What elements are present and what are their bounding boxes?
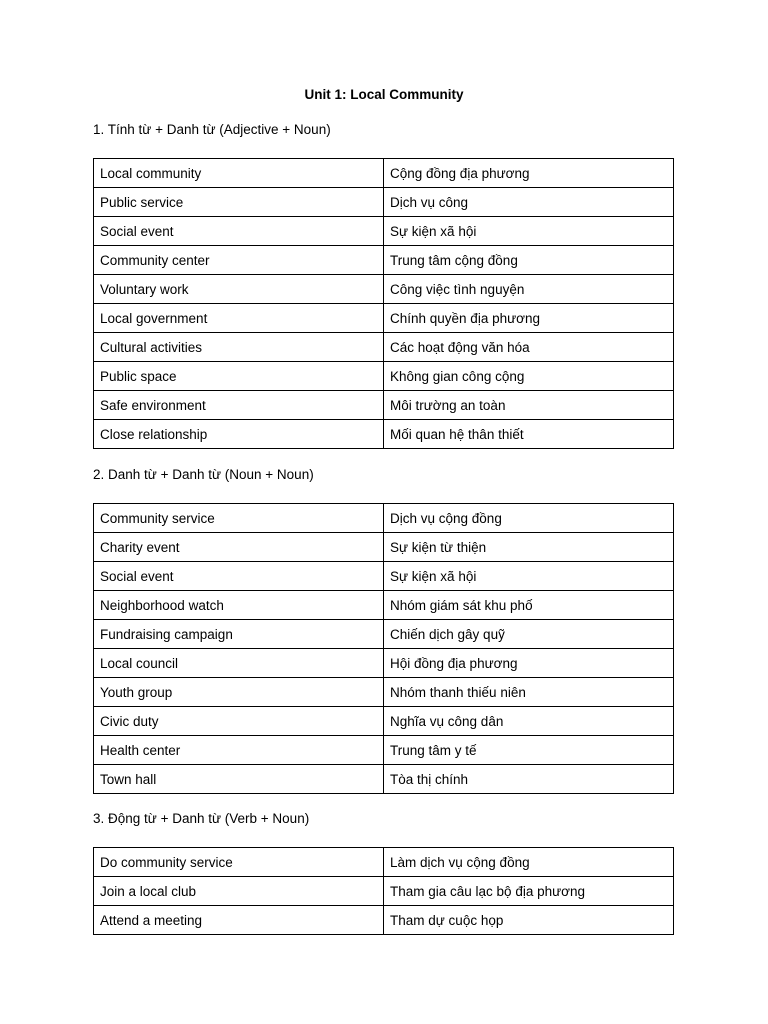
vietnamese-term: Chính quyền địa phương [384, 304, 674, 333]
table-row [94, 591, 674, 620]
vietnamese-term: Các hoạt động văn hóa [384, 333, 674, 362]
vietnamese-term: Trung tâm y tế [384, 736, 674, 765]
vietnamese-term: Tham gia câu lạc bộ địa phương [384, 877, 674, 906]
vocab-table-adjective-noun [93, 158, 674, 449]
table-row [94, 246, 674, 275]
english-term: Neighborhood watch [94, 591, 384, 620]
english-term: Community service [94, 504, 384, 533]
english-term: Attend a meeting [94, 906, 384, 935]
english-term: Do community service [94, 848, 384, 877]
english-term: Health center [94, 736, 384, 765]
english-term: Local government [94, 304, 384, 333]
english-term: Fundraising campaign [94, 620, 384, 649]
table-row [94, 333, 674, 362]
english-term: Social event [94, 217, 384, 246]
vietnamese-term: Tòa thị chính [384, 765, 674, 794]
english-term: Town hall [94, 765, 384, 794]
table-row [94, 848, 674, 877]
table-row [94, 159, 674, 188]
table-row [94, 304, 674, 333]
english-term: Public space [94, 362, 384, 391]
table-row [94, 504, 674, 533]
page-title: Unit 1: Local Community [304, 87, 464, 102]
vietnamese-term: Nhóm giám sát khu phố [384, 591, 674, 620]
english-term: Community center [94, 246, 384, 275]
english-term: Join a local club [94, 877, 384, 906]
vietnamese-term: Hội đồng địa phương [384, 649, 674, 678]
table-row [94, 906, 674, 935]
table-row [94, 765, 674, 794]
table-row [94, 391, 674, 420]
section-heading-verb-noun: 3. Động từ + Danh từ (Verb + Noun) [93, 811, 310, 826]
table-row [94, 362, 674, 391]
vietnamese-term: Cộng đồng địa phương [384, 159, 674, 188]
vietnamese-term: Môi trường an toàn [384, 391, 674, 420]
vietnamese-term: Mối quan hệ thân thiết [384, 420, 674, 449]
vietnamese-term: Làm dịch vụ cộng đồng [384, 848, 674, 877]
table-row [94, 678, 674, 707]
english-term: Local council [94, 649, 384, 678]
english-term: Cultural activities [94, 333, 384, 362]
table-row [94, 736, 674, 765]
table-row [94, 620, 674, 649]
table-row [94, 420, 674, 449]
vocab-table-noun-noun [93, 503, 674, 794]
vietnamese-term: Công việc tình nguyện [384, 275, 674, 304]
table-row [94, 877, 674, 906]
vietnamese-term: Nghĩa vụ công dân [384, 707, 674, 736]
vietnamese-term: Nhóm thanh thiếu niên [384, 678, 674, 707]
vietnamese-term: Tham dự cuộc họp [384, 906, 674, 935]
english-term: Voluntary work [94, 275, 384, 304]
section-heading-noun-noun: 2. Danh từ + Danh từ (Noun + Noun) [93, 467, 314, 482]
vietnamese-term: Không gian công cộng [384, 362, 674, 391]
english-term: Local community [94, 159, 384, 188]
vietnamese-term: Sự kiện từ thiện [384, 533, 674, 562]
english-term: Public service [94, 188, 384, 217]
english-term: Youth group [94, 678, 384, 707]
table-row [94, 707, 674, 736]
vocab-table-verb-noun [93, 847, 674, 935]
table-row [94, 533, 674, 562]
vietnamese-term: Chiến dịch gây quỹ [384, 620, 674, 649]
english-term: Civic duty [94, 707, 384, 736]
vietnamese-term: Dịch vụ công [384, 188, 674, 217]
vietnamese-term: Sự kiện xã hội [384, 562, 674, 591]
english-term: Social event [94, 562, 384, 591]
english-term: Charity event [94, 533, 384, 562]
table-row [94, 217, 674, 246]
english-term: Close relationship [94, 420, 384, 449]
vietnamese-term: Trung tâm cộng đồng [384, 246, 674, 275]
table-row [94, 562, 674, 591]
table-row [94, 188, 674, 217]
vietnamese-term: Sự kiện xã hội [384, 217, 674, 246]
english-term: Safe environment [94, 391, 384, 420]
section-heading-adjective-noun: 1. Tính từ + Danh từ (Adjective + Noun) [93, 122, 331, 137]
vietnamese-term: Dịch vụ cộng đồng [384, 504, 674, 533]
table-row [94, 649, 674, 678]
table-row [94, 275, 674, 304]
